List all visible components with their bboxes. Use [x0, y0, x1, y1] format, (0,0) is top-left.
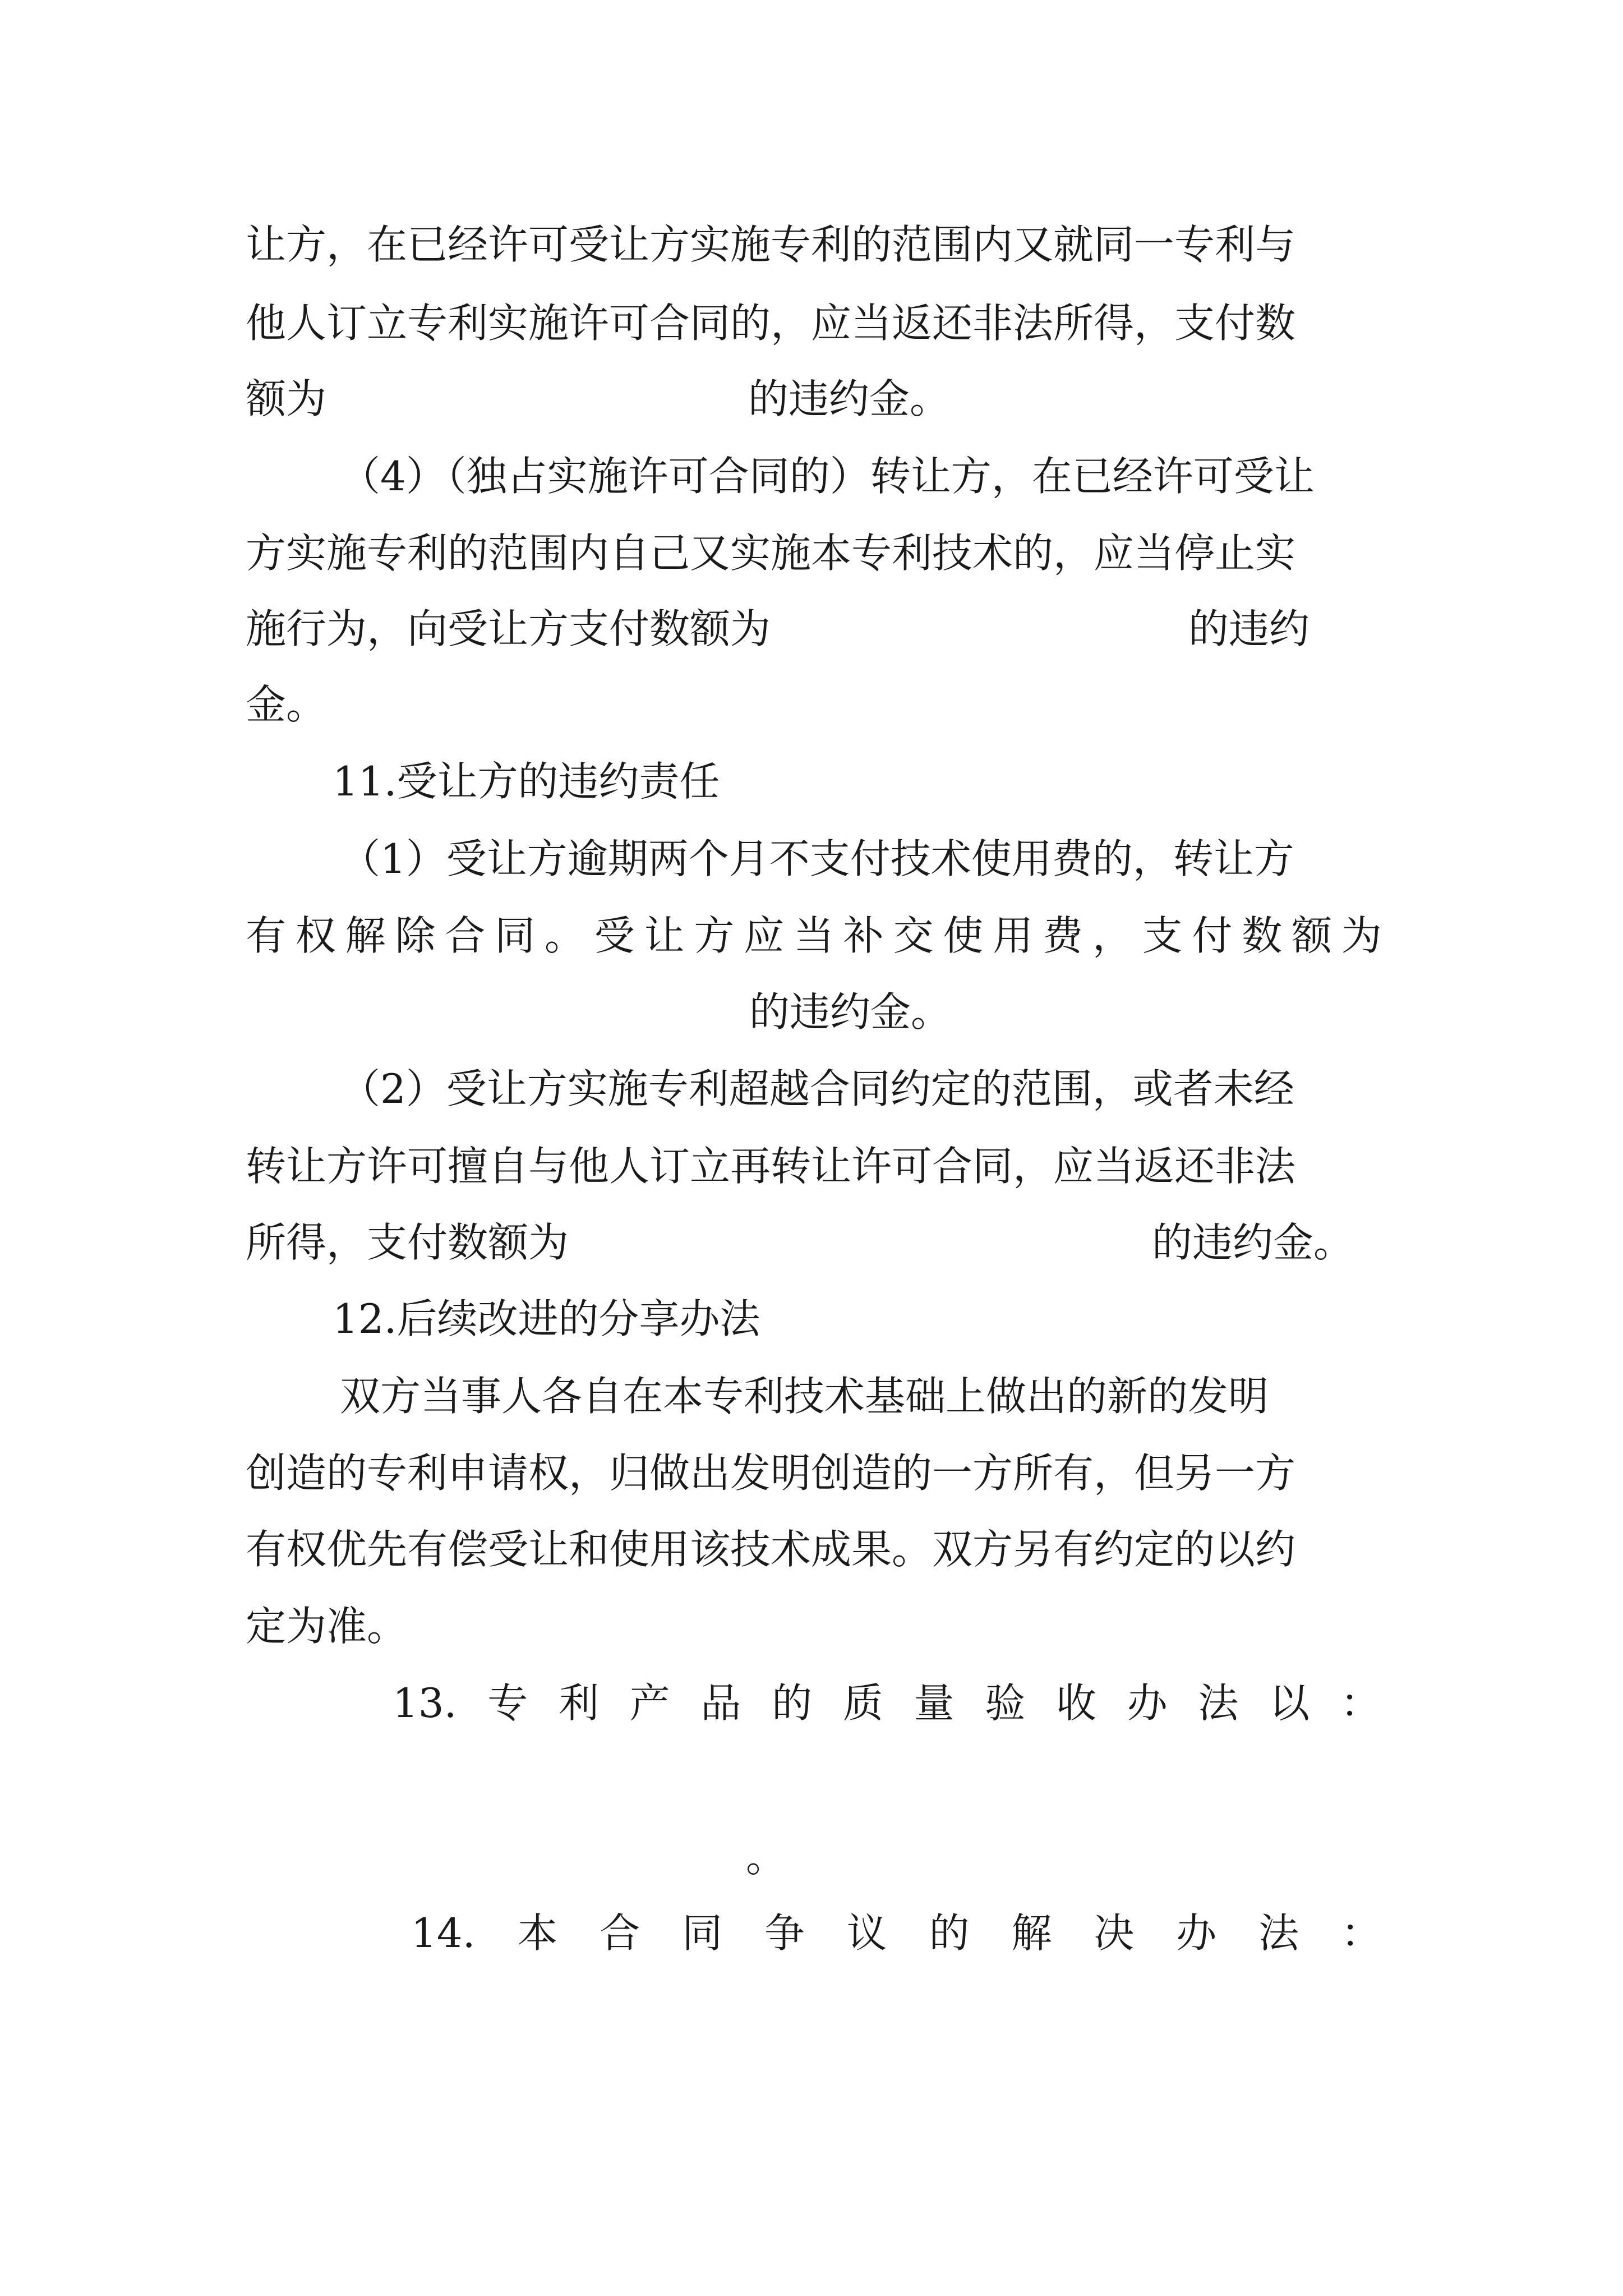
text-char: 除 [395, 912, 436, 959]
text-line: （2）受让方实施专利超越合同约定的范围，或者未经 [340, 1065, 1294, 1112]
text-char: 量 [914, 1680, 955, 1727]
text-line: 转让方许可擅自与他人订立再转让许可合同，应当返还非法 [246, 1143, 1296, 1190]
text-line: 双方当事人各自在本专利技术基础上做出的新的发明 [340, 1373, 1269, 1420]
text-char: 法 [1258, 1910, 1299, 1957]
text-char: ： [1340, 1910, 1381, 1957]
section-heading [393, 1677, 1381, 1729]
text-char: 为 [1341, 912, 1382, 959]
text-char: 。 [544, 912, 585, 959]
text-line: 创造的专利申请权，归做出发明创造的一方所有，但另一方 [246, 1450, 1296, 1497]
text-line: 有权优先有偿受让和使用该技术成果。双方另有约定的以约 [246, 1526, 1296, 1573]
text-fragment: 所得，支付数额为 [246, 1219, 569, 1266]
text-char: 专 [487, 1680, 528, 1727]
text-fragment: 的违约 [1188, 605, 1310, 652]
text-line [246, 373, 950, 425]
text-char: 解 [1011, 1910, 1052, 1957]
text-char: 当 [793, 912, 834, 959]
text-char: 有 [246, 912, 287, 959]
text-char: 合 [600, 1910, 640, 1957]
text-char: 支 [1142, 912, 1183, 959]
text-char: 验 [985, 1680, 1026, 1727]
text-line [246, 603, 1310, 655]
text-line: 让方，在已经许可受让方实施专利的范围内又就同一专利与 [246, 221, 1296, 268]
section-heading [411, 1907, 1381, 1959]
text-line: （4）（独占实施许可合同的）转让方，在已经许可受让 [340, 453, 1315, 500]
text-line: 的违约金。 [749, 988, 952, 1036]
text-char: 受 [594, 912, 635, 959]
section-heading: 12.后续改进的分享办法 [333, 1295, 760, 1342]
text-line: （1）受让方逾期两个月不支付技术使用费的，转让方 [340, 835, 1294, 882]
section-heading: 11.受让方的违约责任 [333, 758, 720, 805]
text-char: 办 [1127, 1680, 1168, 1727]
text-char: 14. [411, 1910, 476, 1957]
text-char: 费 [1043, 912, 1083, 959]
text-char: 办 [1176, 1910, 1217, 1957]
text-char: 本 [517, 1910, 558, 1957]
text-fragment: 额为 [246, 375, 327, 422]
text-line [246, 910, 1382, 961]
text-char: 用 [993, 912, 1034, 959]
text-line: 他人订立专利实施许可合同的，应当返还非法所得，支付数 [246, 300, 1296, 347]
text-char: 以 [1269, 1680, 1310, 1727]
text-char: 13. [393, 1680, 457, 1727]
text-char: ： [1340, 1680, 1381, 1727]
text-char: 法 [1198, 1680, 1239, 1727]
text-char: 交 [893, 912, 934, 959]
text-line [246, 1217, 1354, 1268]
text-char: 让 [644, 912, 685, 959]
text-fragment: 施行为，向受让方支付数额为 [246, 605, 771, 652]
text-char: 同 [682, 1910, 723, 1957]
text-line: 金。 [246, 681, 327, 728]
text-line: 定为准。 [246, 1603, 408, 1650]
text-char: 质 [842, 1680, 883, 1727]
text-char: 同 [495, 912, 536, 959]
text-char: 争 [764, 1910, 805, 1957]
text-char: 的 [929, 1910, 970, 1957]
text-char: 数 [1242, 912, 1283, 959]
text-char: 的 [772, 1680, 813, 1727]
text-char: 应 [744, 912, 785, 959]
text-char: 决 [1094, 1910, 1135, 1957]
text-fragment: 的违约金。 [748, 375, 951, 422]
text-char: 合 [445, 912, 486, 959]
text-char: 品 [700, 1680, 741, 1727]
text-char: 权 [295, 912, 336, 959]
text-char: 使 [943, 912, 984, 959]
text-char: 解 [345, 912, 386, 959]
text-line: 方实施专利的范围内自己又实施本专利技术的，应当停止实 [246, 530, 1296, 577]
text-char: 方 [694, 912, 735, 959]
text-char: 补 [843, 912, 884, 959]
text-char: 收 [1055, 1680, 1096, 1727]
text-char: 议 [846, 1910, 887, 1957]
text-line: 。 [746, 1834, 787, 1881]
text-char: 利 [558, 1680, 599, 1727]
text-char: ， [1092, 912, 1133, 959]
text-char: 产 [629, 1680, 670, 1727]
text-fragment: 的违约金。 [1152, 1219, 1354, 1266]
text-char: 额 [1292, 912, 1332, 959]
text-char: 付 [1192, 912, 1233, 959]
